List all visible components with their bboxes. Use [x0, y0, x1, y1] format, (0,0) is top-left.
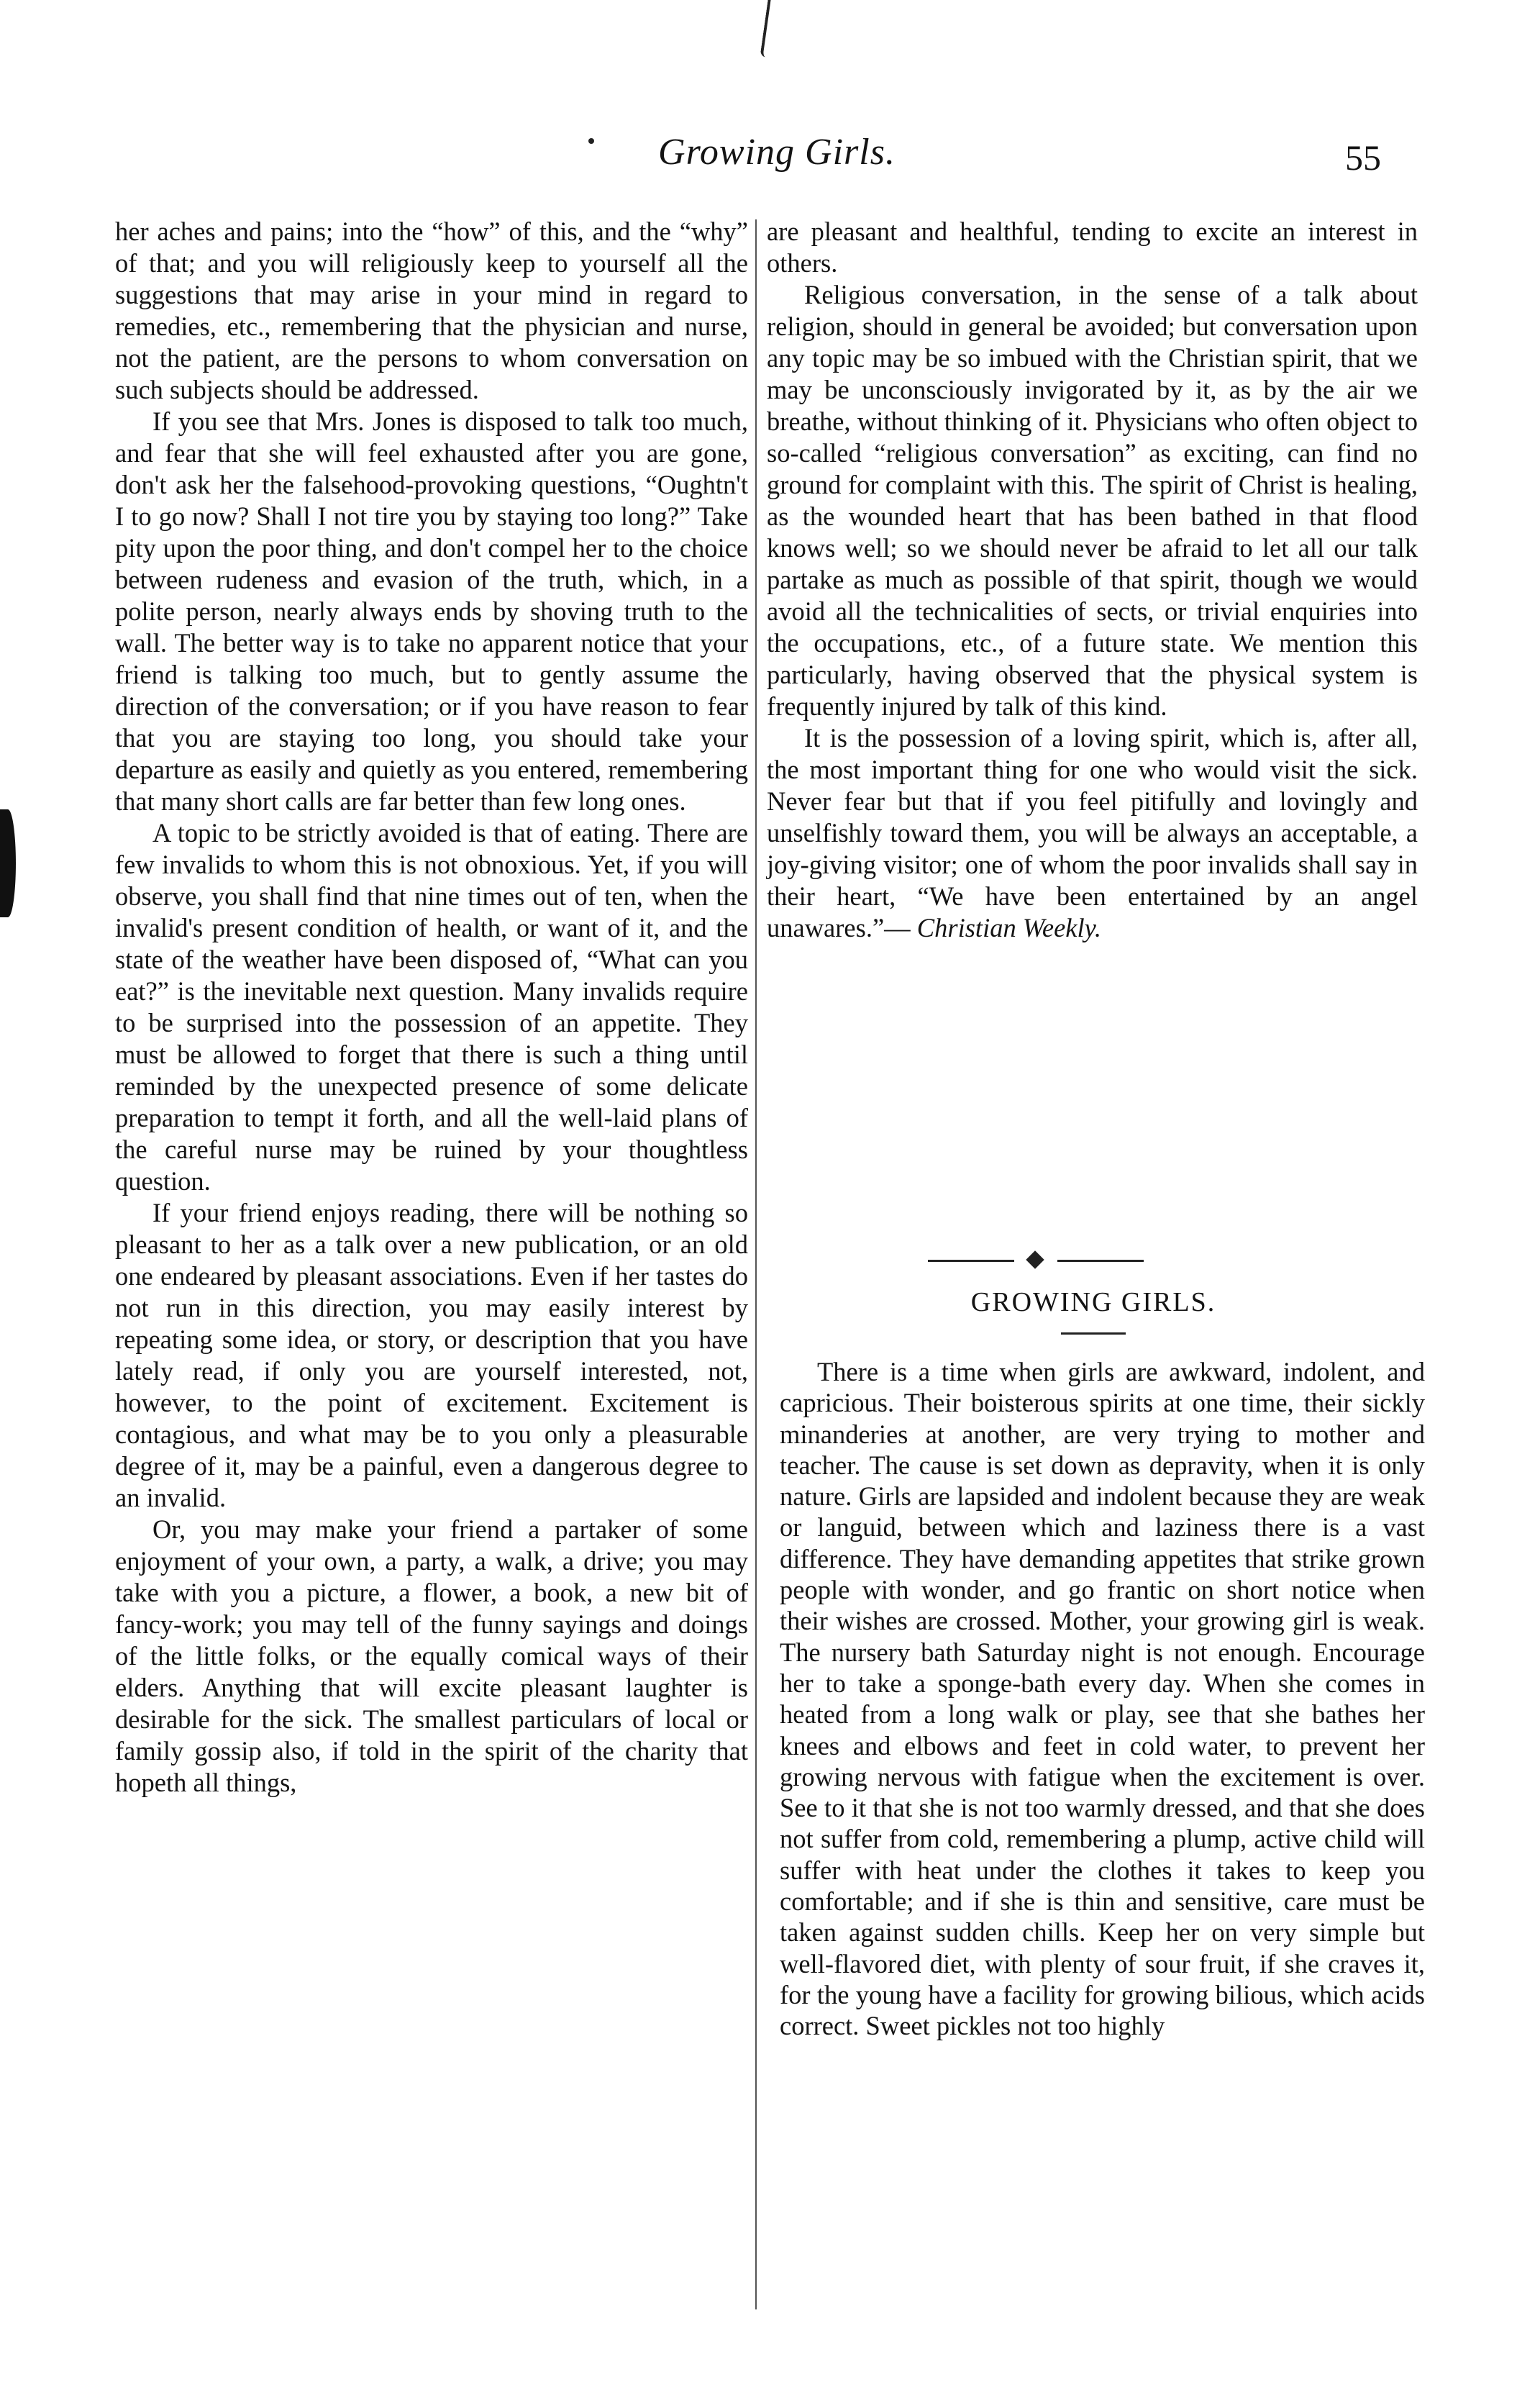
- article-heading: GROWING GIRLS.: [970, 1287, 1216, 1317]
- running-title: Growing Girls.: [658, 132, 896, 173]
- column-divider: [755, 219, 757, 2309]
- paragraph: Religious conversation, in the sense of a talk about religion, should in general be avoided; but conversation upon any topic may be so imbued with the Christian spirit, that we may be unconsciously invigorated by it, as by the air we breathe, without thinking of it. Physicians who often object to so-called “religious conversation” as exciting, can find no ground for complaint with this. The spirit of Christ is healing, as the wounded heart that has been bathed in that flood knows well; so we should never be afraid to let all our talk partake as much as possible of that spirit, though we would avoid all the technicalities of sects, or trivial enquiries into the occupations, etc., of a future state. We mention this particularly, having observed that the physical system is frequently injured by talk of this kind.: [767, 280, 1418, 721]
- paragraph: Or, you may make your friend a partaker of some enjoyment of your own, a party, a walk, a drive; you may take with you a picture, a flower, a book, a new bit of fancy-work; you may tell of the funny sayings and doings of the little folks, or the equally comical ways of their elders. Anything that will excite pleasant laughter is desirable for the sick. The smallest particulars of local or family gossip also, if told in the spirit of the charity that hopeth all things,: [115, 1514, 748, 1797]
- right-column: [767, 216, 1418, 944]
- paragraph: [767, 722, 1418, 944]
- page-number: 55: [1345, 137, 1381, 178]
- paragraph: If you see that Mrs. Jones is disposed to talk too much, and fear that she will feel exhausted after you are gone, don't ask her the falsehood-provoking questions, “Oughtn't I to go now? Shall I not tire you by staying too long?” Take pity upon the poor thing, and don't compel her to the choice between rudeness and evasion of the truth, which, in a polite person, nearly always ends by shoving truth to the wall. The better way is to take no apparent notice that your friend is talking too much, but to gently assume the direction of the conversation; or if you have reason to fear that you are staying too long, you should take your departure as easily and quietly as you entered, remembering that many short calls are far better than few long ones.: [115, 406, 748, 816]
- ornament-line: [1057, 1260, 1144, 1262]
- paragraph: There is a time when girls are awkward, indolent, and capricious. Their boisterous spirits at one time, their sickly minanderies at another, are very trying to mother and teacher. The cause is set down as depravity, when it is only nature. Girls are lapsided and indolent because they are weak or languid, between which and laziness there is a vast difference. They have demanding appetites that strike grown people with wonder, and go frantic on short notice when their wishes are crossed. Mother, your growing girl is weak. The nursery bath Saturday night is not enough. Encourage her to take a sponge-bath every day. When she comes in heated from a long walk or play, see that she bathes her knees and elbows and feet in cold water, to prevent her growing nervous with fatigue when the excitement is over. See to it that she is not too warmly dressed, and that she does not suffer from cold, remembering a plump, active child will suffer with heat under the clothes it takes to keep you comfortable; and if she is thin and sensitive, care must be taken against sudden chills. Keep her on very simple but well-flavored diet, with plenty of sour fruit, if she craves it, for the young have a facility for growing bilious, which acids correct. Sweet pickles not too highly: [780, 1357, 1425, 2041]
- section-ornament: [928, 1253, 1144, 1268]
- paragraph: A topic to be strictly avoided is that of eating. There are few invalids to whom this is not obnoxious. Yet, if you will observe, you shall find that nine times out of ten, when the invalid's present condition of health, or want of it, and the state of the weather have been disposed of, “What can you eat?” is the inevitable next question. Many invalids require to be surprised into the possession of an appetite. They must be allowed to forget that there is such a thing until reminded by the unexpected presence of some delicate preparation to tempt it forth, and all the well-laid plans of the careful nurse may be ruined by your thoughtless question.: [115, 818, 748, 1196]
- heading-rule: [1061, 1332, 1126, 1335]
- paragraph: her aches and pains; into the “how” of this, and the “why” of that; and you will religiously keep to yourself all the suggestions that may arise in your mind in regard to remedies, etc., remembering that the physician and nurse, not the patient, are the persons to whom conversation on such subjects should be addressed.: [115, 217, 748, 404]
- paragraph: If your friend enjoys reading, there will be nothing so pleasant to her as a talk over a new publication, or an old one endeared by pleasant associations. Even if her tastes do not run in this direction, you may easily interest by repeating some idea, or story, or description that you have lately read, if only you are yourself interested, not, however, to the point of excitement. Excitement is contagious, and what may be to you only a pleasurable degree of it, may be a painful, even a dangerous degree to an invalid.: [115, 1198, 748, 1512]
- left-column: [115, 216, 748, 1799]
- paragraph: are pleasant and healthful, tending to excite an interest in others.: [767, 217, 1418, 278]
- article-body: [780, 1356, 1425, 2042]
- page-edge-blot: [0, 809, 16, 917]
- ornament-line: [928, 1260, 1014, 1262]
- ornament-diamond: [1026, 1250, 1044, 1268]
- paragraph-text: It is the possession of a loving spirit, which is, after all, the most important thing for one who would visit the sick. Never fear but that if you feel pitifully and lovingly and unselfishly toward them, you will be always an acceptable, a joy-giving visitor; one of whom the poor invalids shall say in their heart, “We have been entertained by an angel unawares.”—: [767, 723, 1418, 942]
- source-credit: Christian Weekly.: [916, 913, 1101, 942]
- ink-mark: [760, 0, 781, 58]
